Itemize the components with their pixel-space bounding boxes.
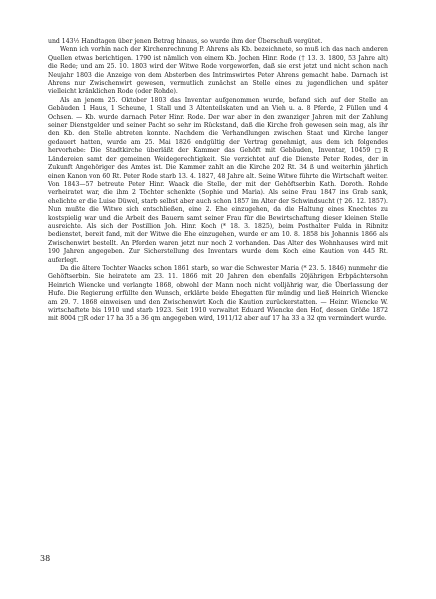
body-text (48, 38, 388, 324)
paragraph-2: Wenn ich vorhin nach der Kirchenrechnung P. Ahrens als Kb. bezeichnete, so muß ich das nach anderen Quellen etwas berichtigen. 1790 ist nämlich von einem Kb. Jochen Hinr. Rode († 13. 3. 1800, 53 Jahre alt) die Rede; und am 25. 10. 1803 wird der Witwe Rode vorgeworfen, daß sie erst jetzt und nicht schon nach Neujahr 1803 die Anzeige von dem Absterben des Intrimswirtes Peter Ahrens gemacht habe. Darnach ist Ahrens nur Zwischenwirt gewesen, vermutlich zunächst an Stelle eines zu jugendlichen und später vielleicht kränklichen Rode (oder Rohde). (48, 46, 388, 96)
paragraph-4: Da die ältere Tochter Waacks schon 1861 starb, so war die Schwester Maria (* 23. 5. 1846) nunmehr die Gehöftserbin. Sie heiratete am 23. 11. 1866 mit 20 Jahren den ebenfalls 20jährigen Erbpächtersohn Heinrich Wiencke und verlangte 1868, obwohl der Mann noch nicht volljährig war, die Überlassung der Hufe. Die Regierung erfüllte den Wunsch, erklärte beide Ehegatten für mündig und ließ Heinrich Wiencke am 29. 7. 1868 einweisen und den Zwischenwirt Koch die Kaution zurückerstatten. — Heinr. Wiencke W. wirtschaftete bis 1910 und starb 1923. Seit 1910 verwaltet Eduard Wiencke den Hof, dessen Größe 1872 mit 8004 □R oder 17 ha 35 a 36 qm angegeben wird, 1911/12 aber auf 17 ha 33 a 32 qm vermindert wurde. (48, 264, 388, 323)
page-number: 38 (40, 554, 51, 563)
paragraph-1: und 143½ Handtagen über jenen Betrag hinaus, so wurde ihm der Überschuß vergütet. (48, 38, 323, 45)
paragraph-3: Als an jenem 25. Oktober 1803 das Inventar aufgenommen wurde, befand sich auf der Stelle an Gebäuden 1 Haus, 1 Scheune, 1 Stall und 3 Altenteilskaten und an Vieh u. a. 8 Pferde, 2 Füllen und 4 Ochsen. — Kb. wurde darnach Peter Hinr. Rode. Der war aber in den zwanziger Jahren mit der Zahlung seiner Dienstgelder und seiner Pacht so sehr im Rückstand, daß die Kirche froh gewesen sein mag, als ihr den Kb. den Stelle abtreten konnte. Nachdem die Verhandlungen zwischen Staat und Kirche langer gedauert hatten, wurde am 25. Mai 1826 endgültig der Vertrag genehmigt, aus dem ich folgendes hervorhebe: Die Stadtkirche überläßt der Kammer das Gehöft mit Gebäuden, Inventar, 10459 □R Ländereien samt der gemeinen Weidegerechtigkeit. Sie verzichtet auf die Dienste Peter Rodes, der in Zukunft Angehöriger des Amtes ist. Die Kammer zahlt an die Kirche 202 Rt. 34 ß und weiterhin jährlich einen Kanon von 60 Rt. Peter Rode starb 13. 4. 1827, 48 Jahre alt. Seine Witwe führte die Wirtschaft weiter. Von 1843—57 betreute Peter Hinr. Waack die Stelle, der mit der Gehöftserbin Kath. Doroth. Rohde verheiratet war, die ihm 2 Töchter schenkte (Sophie und Maria). Als seine Frau 1847 ins Grab sank, ehelichte er die Luise Düwel, starb selbst aber auch schon 1857 im Alter der Schwindsucht († 26. 12. 1857). Nun mußte die Witwe sich entschließen, eine 2. Ehe einzugehen, da die Haltung eines Knechtes zu kostspielig war und die Arbeit des Bauern samt seiner Frau für die Bewirtschaftung dieser kleinen Stelle ausreichte. Als sich der Postillion Joh. Hinr. Koch (* 18. 3. 1825), beim Posthalter Fulda in Ribnitz bedienstet, bereit fand, mit der Witwe die Ehe einzugehen, wurde er am 10. 8. 1858 bis Johannis 1866 als Zwischenwirt bestellt. An Pferden waren jetzt nur noch 2 vorhanden. Das Alter des Wohnhauses wird mit 190 Jahren angegeben. Zur Sicherstellung des Inventars wurde dem Koch eine Kaution von 445 Rt. auferlegt. (48, 96, 388, 264)
